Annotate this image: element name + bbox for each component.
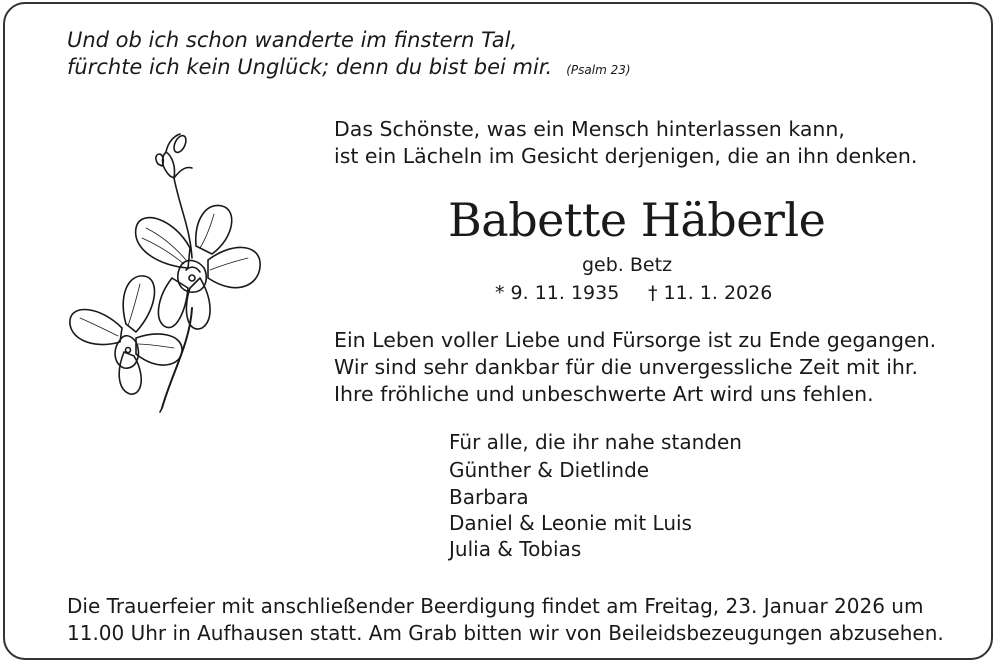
birth-date: * 9. 11. 1935 bbox=[495, 282, 620, 304]
psalm-line-2-text: fürchte ich kein Unglück; denn du bist bei mir. bbox=[67, 55, 553, 79]
funeral-line-2: 11.00 Uhr in Aufhausen statt. Am Grab bitten wir von Beileidsbezeugungen abzusehen. bbox=[67, 621, 944, 645]
tribute-line-1: Ein Leben voller Liebe und Fürsorge ist zu Ende gegangen. bbox=[334, 328, 937, 352]
deceased-name: Babette Häberle bbox=[448, 193, 826, 247]
mourner-name: Barbara bbox=[449, 485, 529, 509]
mourner-name: Günther & Dietlinde bbox=[449, 458, 650, 482]
funeral-line-1: Die Trauerfeier mit anschließender Beerdigung findet am Freitag, 23. Januar 2026 um bbox=[67, 594, 924, 618]
orchid-icon bbox=[62, 128, 272, 413]
maiden-name: geb. Betz bbox=[582, 254, 673, 276]
mourner-name: Julia & Tobias bbox=[449, 537, 582, 561]
psalm-line-1: Und ob ich schon wanderte im finstern Tal, bbox=[67, 28, 518, 52]
quote-line-2: ist ein Lächeln im Gesicht derjenigen, die an ihn denken. bbox=[334, 144, 918, 168]
quote-line-1: Das Schönste, was ein Mensch hinterlassen kann, bbox=[334, 117, 845, 141]
mourner-name: Daniel & Leonie mit Luis bbox=[449, 511, 692, 535]
tribute-line-3: Ihre fröhliche und unbeschwerte Art wird uns fehlen. bbox=[334, 382, 874, 406]
tribute-line-2: Wir sind sehr dankbar für die unvergessliche Zeit mit ihr. bbox=[334, 355, 918, 379]
psalm-reference: (Psalm 23) bbox=[566, 63, 631, 77]
mourners-intro: Für alle, die ihr nahe standen bbox=[449, 430, 742, 454]
death-date: † 11. 1. 2026 bbox=[648, 282, 773, 304]
psalm-line-2 bbox=[67, 55, 631, 79]
